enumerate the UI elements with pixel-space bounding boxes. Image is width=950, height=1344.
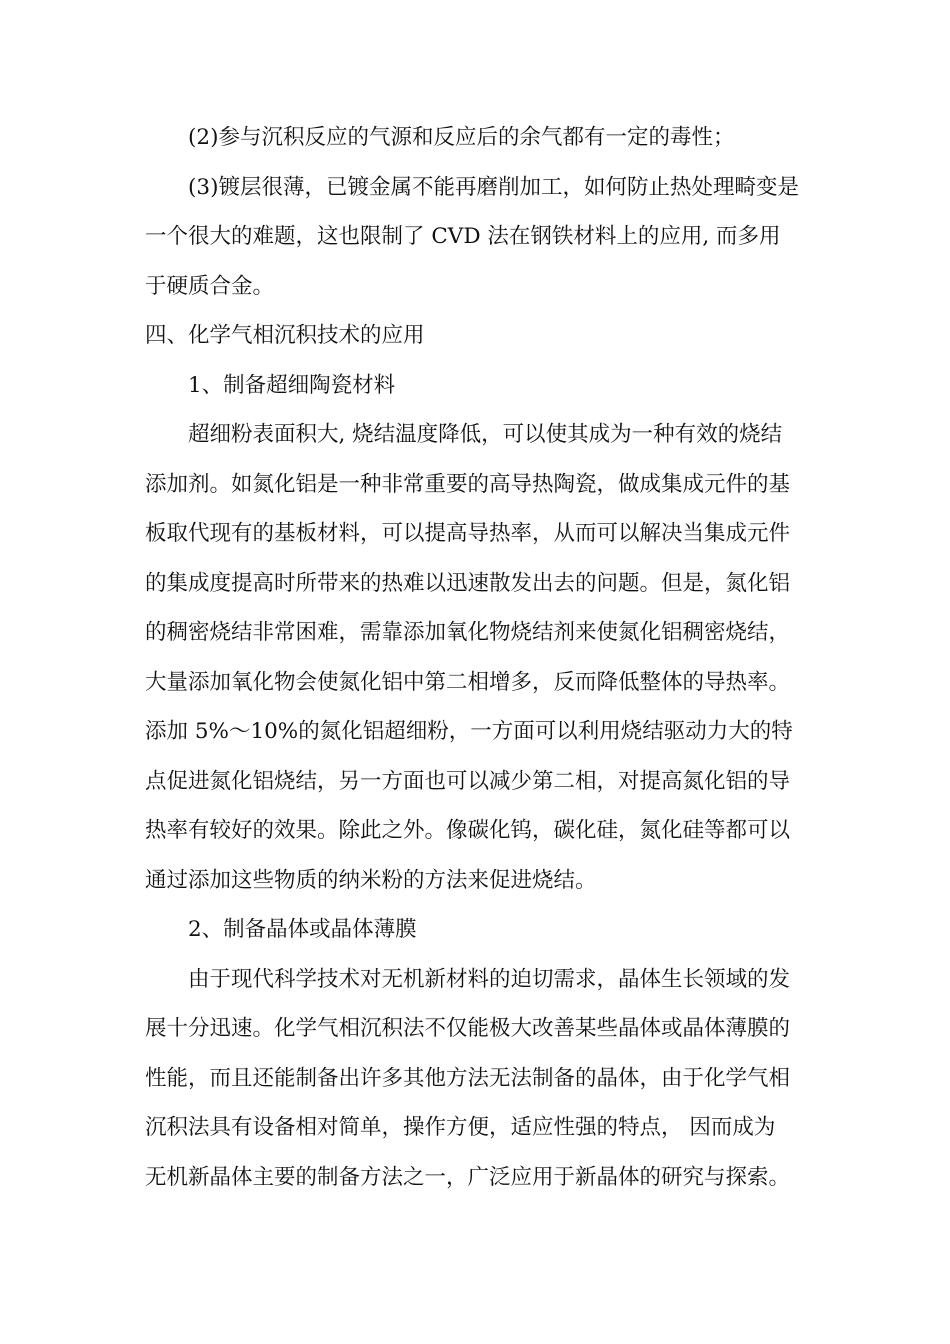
text-line: 于硬质合金。 [145, 273, 275, 299]
text-line: 的稠密烧结非常困难，需靠添加氧化物烧结剂来使氮化铝稠密烧结， [145, 620, 791, 645]
text-line: 通过添加这些物质的纳米粉的方法来促进烧结。 [145, 867, 597, 893]
text-line: 板取代现有的基板材料，可以提高导热率，从而可以解决当集成元件 [145, 521, 791, 546]
text-line: 大量添加氧化物会使氮化铝中第二相增多，反而降低整体的导热率。 [145, 669, 791, 695]
text-line: 添加剂。如氮化铝是一种非常重要的高导热陶瓷，做成集成元件的基 [145, 471, 791, 497]
text-line: (3)镀层很薄，已镀金属不能再磨削加工，如何防止热处理畸变是 [188, 174, 799, 200]
text-line: 热率有较好的效果。除此之外。像碳化钨，碳化硅，氮化硅等都可以 [145, 818, 791, 843]
text-line: 一个很大的难题，这也限制了 CVD 法在钢铁材料上的应用, 而多用 [145, 224, 781, 249]
text-line: 点促进氮化铝烧结，另一方面也可以减少第二相，对提高氮化铝的导 [145, 768, 791, 794]
paragraph [145, 113, 807, 163]
section-heading [145, 311, 807, 361]
paragraph [145, 163, 807, 312]
text-line: 1、制备超细陶瓷材料 [188, 372, 396, 398]
document-body [145, 113, 807, 1202]
text-line: 超细粉表面积大, 烧结温度降低，可以使其成为一种有效的烧结 [188, 422, 783, 447]
text-line: 添加 5%～10%的氮化铝超细粉，一方面可以利用烧结驱动力大的特 [145, 719, 793, 744]
paragraph [145, 410, 807, 905]
text-line: (2)参与沉积反应的气源和反应后的余气都有一定的毒性； [188, 125, 735, 150]
paragraph [145, 955, 807, 1203]
section-heading [145, 905, 807, 955]
text-line: 的集成度提高时所带来的热难以迅速散发出去的问题。但是，氮化铝 [145, 570, 791, 596]
text-line: 性能，而且还能制备出许多其他方法无法制备的晶体，由于化学气相 [145, 1065, 791, 1091]
text-line: 沉积法具有设备相对简单，操作方便，适应性强的特点， 因而成为 [145, 1115, 776, 1140]
text-line: 四、化学气相沉积技术的应用 [145, 323, 425, 348]
text-line: 2、制备晶体或晶体薄膜 [188, 917, 417, 942]
section-heading [145, 361, 807, 411]
text-line: 由于现代科学技术对无机新材料的迫切需求，晶体生长领域的发 [188, 966, 791, 992]
text-line: 无机新晶体主要的制备方法之一，广泛应用于新晶体的研究与探索。 [145, 1164, 791, 1190]
text-line: 展十分迅速。化学气相沉积法不仅能极大改善某些晶体或晶体薄膜的 [145, 1016, 791, 1041]
